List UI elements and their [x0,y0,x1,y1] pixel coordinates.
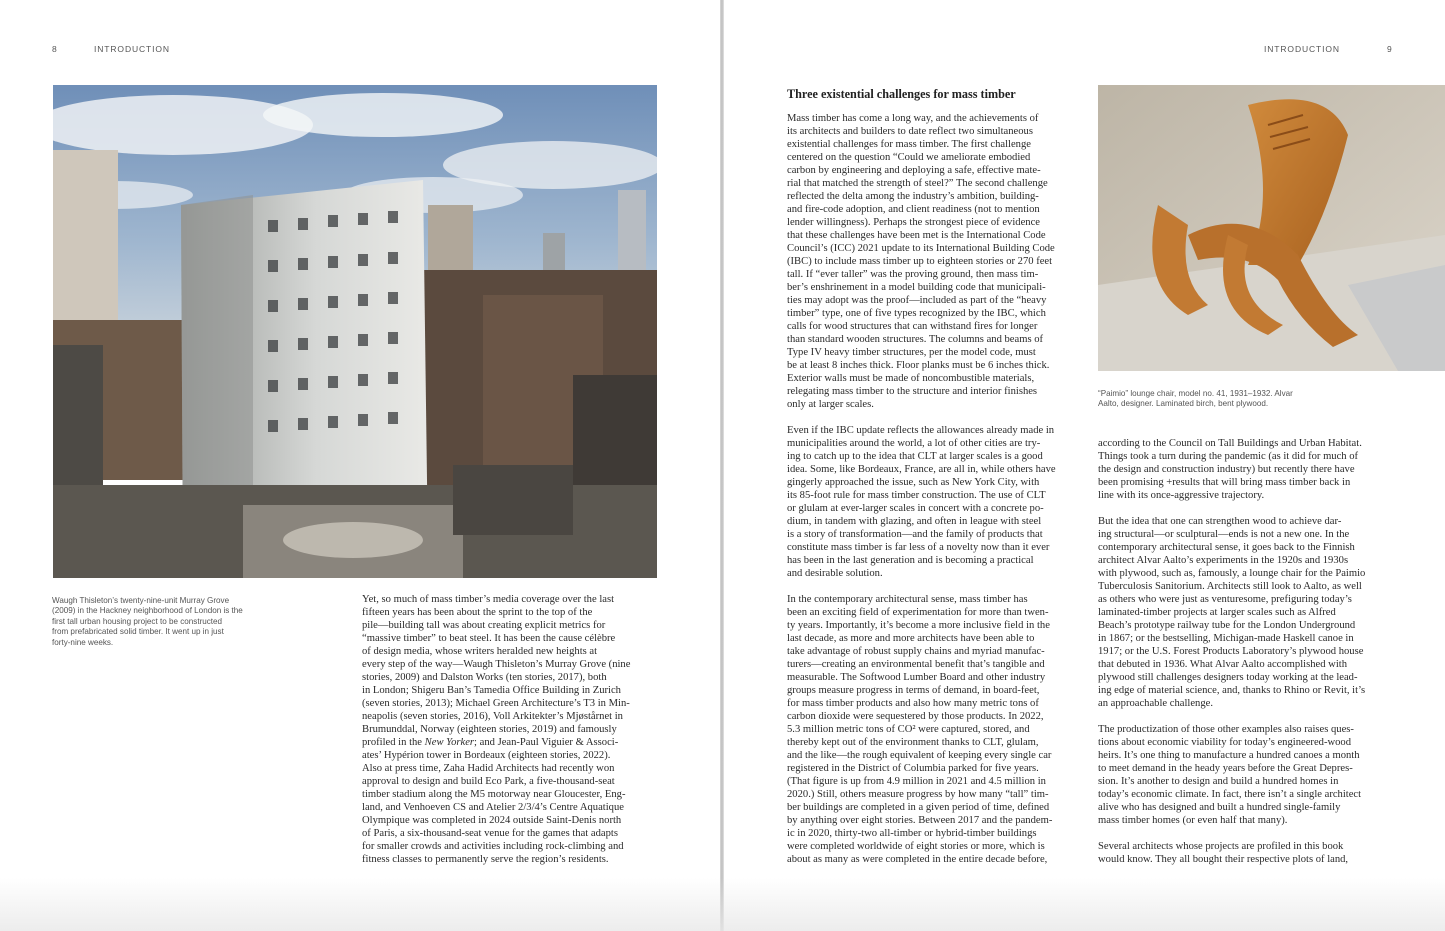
murray-grove-photo [53,85,657,578]
body-col1-para3: In the contemporary architectural sense, mass timber has been an exciting field of experimentation for more than twen- ty years. Importantly, it’s become a more inclusive field in the last decade, as more and more architects have been able to take advantage of robust supply chains and myriad manufac- turers—creating an environmental benefit that’s tangible and measurable. The Softwood Lumber Board and other industry groups measure progress in terms of demand, in board-feet, for mass timber products and also how many metric tons of carbon dioxide were sequestered by those products. In 2022, 5.3 million metric tons of CO² were captured, stored, and thereby kept out of the environment thanks to CLT, glulam, and the like—the rough equivalent of keeping every single car registered in the District of Columbia parked for five years. (That figure is up from 4.9 million in 2021 and 4.5 million in 2020.) Still, others measure progress by how many “tall” tim- ber buildings are completed in a given period of time, defined by anything over eight stories. Between 2017 and the pandem- ic in 2020, thirty-two all-timber or hybrid-timber buildings were completed worldwide of eight stories or more, which is about as many as were completed in the entire decade before, [787,594,1053,865]
photo-caption-left: Waugh Thisleton’s twenty-nine-unit Murray Grove (2009) in the Hackney neighborhood of London is the first tall urban housing project to be constructed from prefabricated solid timber. It went up in just forty-nine weeks. [52,596,243,647]
section-heading: Three existential challenges for mass timber [787,87,1016,101]
page-number-right: 9 [1387,44,1393,54]
magazine-title: New Yorker [424,736,475,748]
body-col2-para2: But the idea that one can strengthen wood to achieve dar- ing structural—or sculptural—ends is not a new one. In the contemporary architectural sense, it goes back to the Finnish architect Alvar Aalto’s experiments in the 1920s and 1930s with plywood, such as, famously, a lounge chair for the Paimio Tuberculosis Sanitorium. Architects still look to Aalto, as well as others who were just as venturesome, prefiguring today’s laminated-timber projects at larger scales such as Alfred Beach’s prototype railway tube for the London Underground in 1867; or the bestselling, Michigan-made Haskell canoe in 1917; or the U.S. Forest Products Laboratory’s plywood house that debuted in 1936. What Alvar Aalto accomplished with plywood still challenges designers today working at the lead- ing edge of material science, and, thanks to Rhino or Revit, it’s an approachable challenge. [1098,516,1366,709]
body-col2-para1: according to the Council on Tall Buildings and Urban Habitat. Things took a turn during the pandemic (as it did for much of the design and construction industry) but recently there have been promising +results that will bring mass timber back in line with its once-aggressive trajectory. [1098,438,1362,501]
page-number-left: 8 [52,44,58,54]
body-col1-para1: Mass timber has come a long way, and the achievements of its architects and builders to date reflect two simultaneous existential challenges for mass timber. The first challenge centered on the question “Could we ameliorate embodied carbon by engineering and deploying a safe, effective mate- rial that matched the strength of steel?” The second challenge reflected the delta among the industry’s ambition, building- and fire-code adoption, and client readiness (not to mention lender willingness). Perhaps the strongest piece of evidence that these challenges have been met is the International Code Council’s (ICC) 2021 update to its International Building Code (IBC) to include mass timber up to eighteen stories or 270 feet tall. If “ever taller” was the proving ground, then mass tim- ber’s enshrinement in a model building code that municipali- ties may adopt was the proof—included as part of the “heavy timber” type, one of five types recognized by the IBC, which calls for wood structures that can withstand fires for longer than standard wooden structures. The columns and beams of Type IV heavy timber structures, per the model code, must be at least 8 inches thick. Floor planks must be 6 inches thick. Exterior walls must be made of noncombustible materials, relegating mass timber to the structure and interior finishes only at larger scales. [787,113,1055,410]
paimio-chair-photo [1098,85,1445,371]
left-page [0,0,721,931]
body-col2-para4: Several architects whose projects are profiled in this book would know. They all bought their respective plots of land, [1098,841,1349,865]
body-col2-para3: The productization of those other examples also raises ques- tions about economic viability for today’s engineered-wood heirs. It’s one thing to manufacture a hundred canoes a month to meet demand in the heady years before the Great Depres- sion. It’s another to design and build a hundred homes in today’s economic climate. In fact, there isn’t a single architect alive who has designed and built a hundred single-family mass timber homes (or even half that many). [1098,724,1362,826]
photo-caption-right: “Paimio” lounge chair, model no. 41, 1931–1932. Alvar Aalto, designer. Laminated birch, bent plywood. [1098,389,1293,409]
body-column-left: Yet, so much of mass timber’s media coverage over the last fifteen years has been about the sprint to the top of the pile—building tall was about creating explicit metrics for “massive timber” to beat steel. It has been the cause célèbre of design media, whose writers heralded new heights at every step of the way—Waugh Thisleton’s Murray Grove (nine stories, 2009) and Dalston Works (ten stories, 2017), both in London; Shigeru Ban’s Tamedia Office Building in Zurich (seven stories, 2013); Michael Green Architecture’s T3 in Min- neapolis (seven stories, 2016), Voll Arkitekter’s Mjøstårnet in Brumunddal, Norway (eighteen stories, 2019) and famously profiled in the New Yorker; and Jean-Paul Viguier & Associ- ates’ Hypérion tower in Bordeaux (eighteen stories, 2022). Also at press time, Zaha Hadid Architects had recently won approval to design and build Eco Park, a five-thousand-seat timber stadium along the M5 motorway near Gloucester, Eng- land, and Venhoeven CS and Atelier 2/3/4’s Centre Aquatique Olympique was completed in 2024 outside Saint-Denis north of Paris, a six-thousand-seat venue for the games that adapts for smaller crowds and activities including rock-climbing and fitness classes to permanently serve the region’s residents. [362,594,631,865]
running-head-right: INTRODUCTION [1264,44,1340,54]
running-head-left: INTRODUCTION [94,44,170,54]
body-col1-para2: Even if the IBC update reflects the allowances already made in municipalities around the world, a lot of other cities are try- ing to catch up to the idea that CLT at larger scales is a good idea. Some, like Bordeaux, France, are all in, while others have gingerly approached the issue, such as New York City, with its 85-foot rule for mass timber construction. The use of CLT or glulam at ever-larger scales in concert with a concrete po- dium, in tandem with glazing, and often in league with steel is a story of transformation—and the family of products that constitute mass timber is far less of a novelty now than it ever has been in the last generation and is becoming a practical and desirable solution. [787,425,1056,579]
